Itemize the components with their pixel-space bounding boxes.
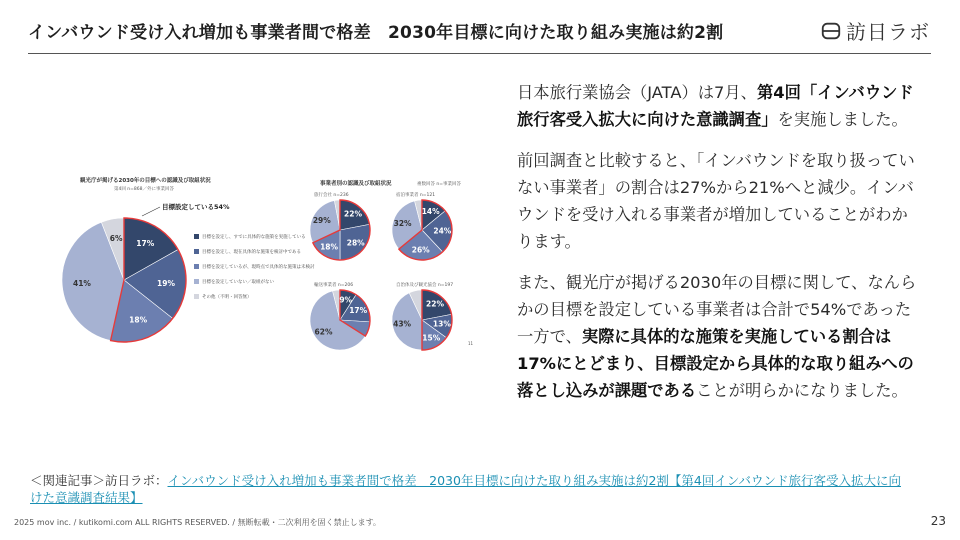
page-number: 23 [930,514,946,528]
pie1-label-2: 28% [346,238,365,248]
pie-municipality [392,281,453,350]
main-pie [62,218,186,342]
segment-pie-title-3: 輸送事業者 n=206 [314,283,354,288]
legend-swatch-3 [194,264,199,269]
paragraph-2: 前回調査と比較すると、「インバウンドを取り扱っていない事業者」の割合は27%から21%へと減少。インバウンドを受け入れる事業者が増加していることがわかります。 [517,151,915,251]
logo-text: 訪日ラボ [846,20,930,44]
legend-label-2: 目標を設定し、現在具体的な施策を検討中である [202,250,301,255]
pie2-label-2: 24% [433,226,452,236]
legend-swatch-2 [194,249,199,254]
pie1-label-3: 18% [320,242,339,252]
p3-text-c: ことが明らかになりました。 [696,381,908,400]
pie4-label-2: 13% [432,319,451,329]
pie4-label-1: 22% [426,299,444,309]
page-marker: 11 [468,341,474,346]
pie1-label-4: 29% [312,216,331,226]
pie4-label-4: 43% [393,319,412,329]
pie-transport [310,281,370,350]
legend-swatch-5 [194,294,199,299]
segment-pie-title-1: 旅行会社 n=236 [314,193,349,198]
pie0-label-5: 6% [109,234,123,244]
legend-label-1: 目標を設定し、すでに具体的な施策を実施している [202,235,306,240]
pie0-label-1: 17% [136,239,155,249]
related-article-link[interactable]: インバウンド受け入れ増加も事業者間で格差 2030年目標に向けた取り組み実施は約2割【第4回インバウンド旅行客受入拡大に向けた意識調査結果】 [30,473,901,505]
pie1-label-1: 22% [344,209,362,219]
survey-chart-figure [44,172,484,362]
pie-accommodation [392,191,452,260]
pie2-label-4: 32% [393,218,412,228]
segment-chart-note: 複数回答 n=事業回答 [417,182,462,187]
pie-travel-agency [310,191,370,260]
article-body [517,79,919,418]
segment-chart-title: 事業者別の認識及び取組状況 [320,181,392,187]
paragraph-3 [517,269,919,404]
main-chart-title: 観光庁が掲げる2030年の目標への認識及び取組状況 [80,178,211,184]
pie2-label-3: 26% [411,245,430,255]
pie2-label-1: 14% [421,206,440,216]
segment-pie-title-4: 自治体及び観光協会 n=197 [396,283,454,288]
pie3-label-2: 17% [349,306,368,316]
annotation-leader [142,207,160,216]
segment-pie-title-2: 宿泊事業者 n=121 [396,193,436,198]
slide-header [28,14,932,52]
p3-text-a: また、観光庁が掲げる2030年の目標に関して、なんらかの目標を設定している事業者は合計で54%であった一方で、 [517,273,917,346]
logo [820,16,930,45]
paragraph-1 [517,79,919,133]
footer-copyright: 2025 mov inc. / kutikomi.com ALL RIGHTS RESERVED. / 無断転載・二次利用を固く禁止します。 [14,518,381,527]
header-divider [28,53,931,54]
pie0-label-4: 41% [72,278,91,288]
legend-swatch-4 [194,279,199,284]
slide-title: インバウンド受け入れ増加も事業者間で格差 2030年目標に向けた取り組み実施は約2割 [28,23,724,43]
main-chart-subtitle: 第4回 n=868／外に事業回答 [114,187,175,192]
legend-label-4: 目標を設定していない／取組がない [202,280,274,285]
pie-annotation: 目標設定している54% [162,203,230,211]
related-article [30,472,910,506]
p3-bold: 実際に具体的な施策を実施している割合は17%にとどまり、目標設定から具体的な取り組みへの落とし込みが課題である [517,327,914,400]
related-prefix: ＜関連記事＞訪日ラボ： [30,473,168,488]
pie0-label-3: 18% [129,315,148,325]
pie3-label-3: 62% [314,327,333,337]
p1-text-a: 日本旅行業協会（JATA）は7月、 [517,83,757,102]
pie3-label-1: 9% [339,295,353,305]
legend-swatch-1 [194,234,199,239]
legend-label-3: 目標を設定しているが、現時点で具体的な施策は未検討 [202,265,315,270]
pie4-label-3: 15% [422,333,441,343]
logo-mark-icon [820,20,842,42]
p1-bold: 第4回「インバウンド旅行客受入拡大に向けた意識調査」 [517,83,914,129]
p1-text-c: を実施しました。 [777,110,908,129]
legend-label-5: その他（不明・回答無） [202,295,252,300]
pie0-label-2: 19% [157,278,176,288]
chart-legend [194,233,315,300]
